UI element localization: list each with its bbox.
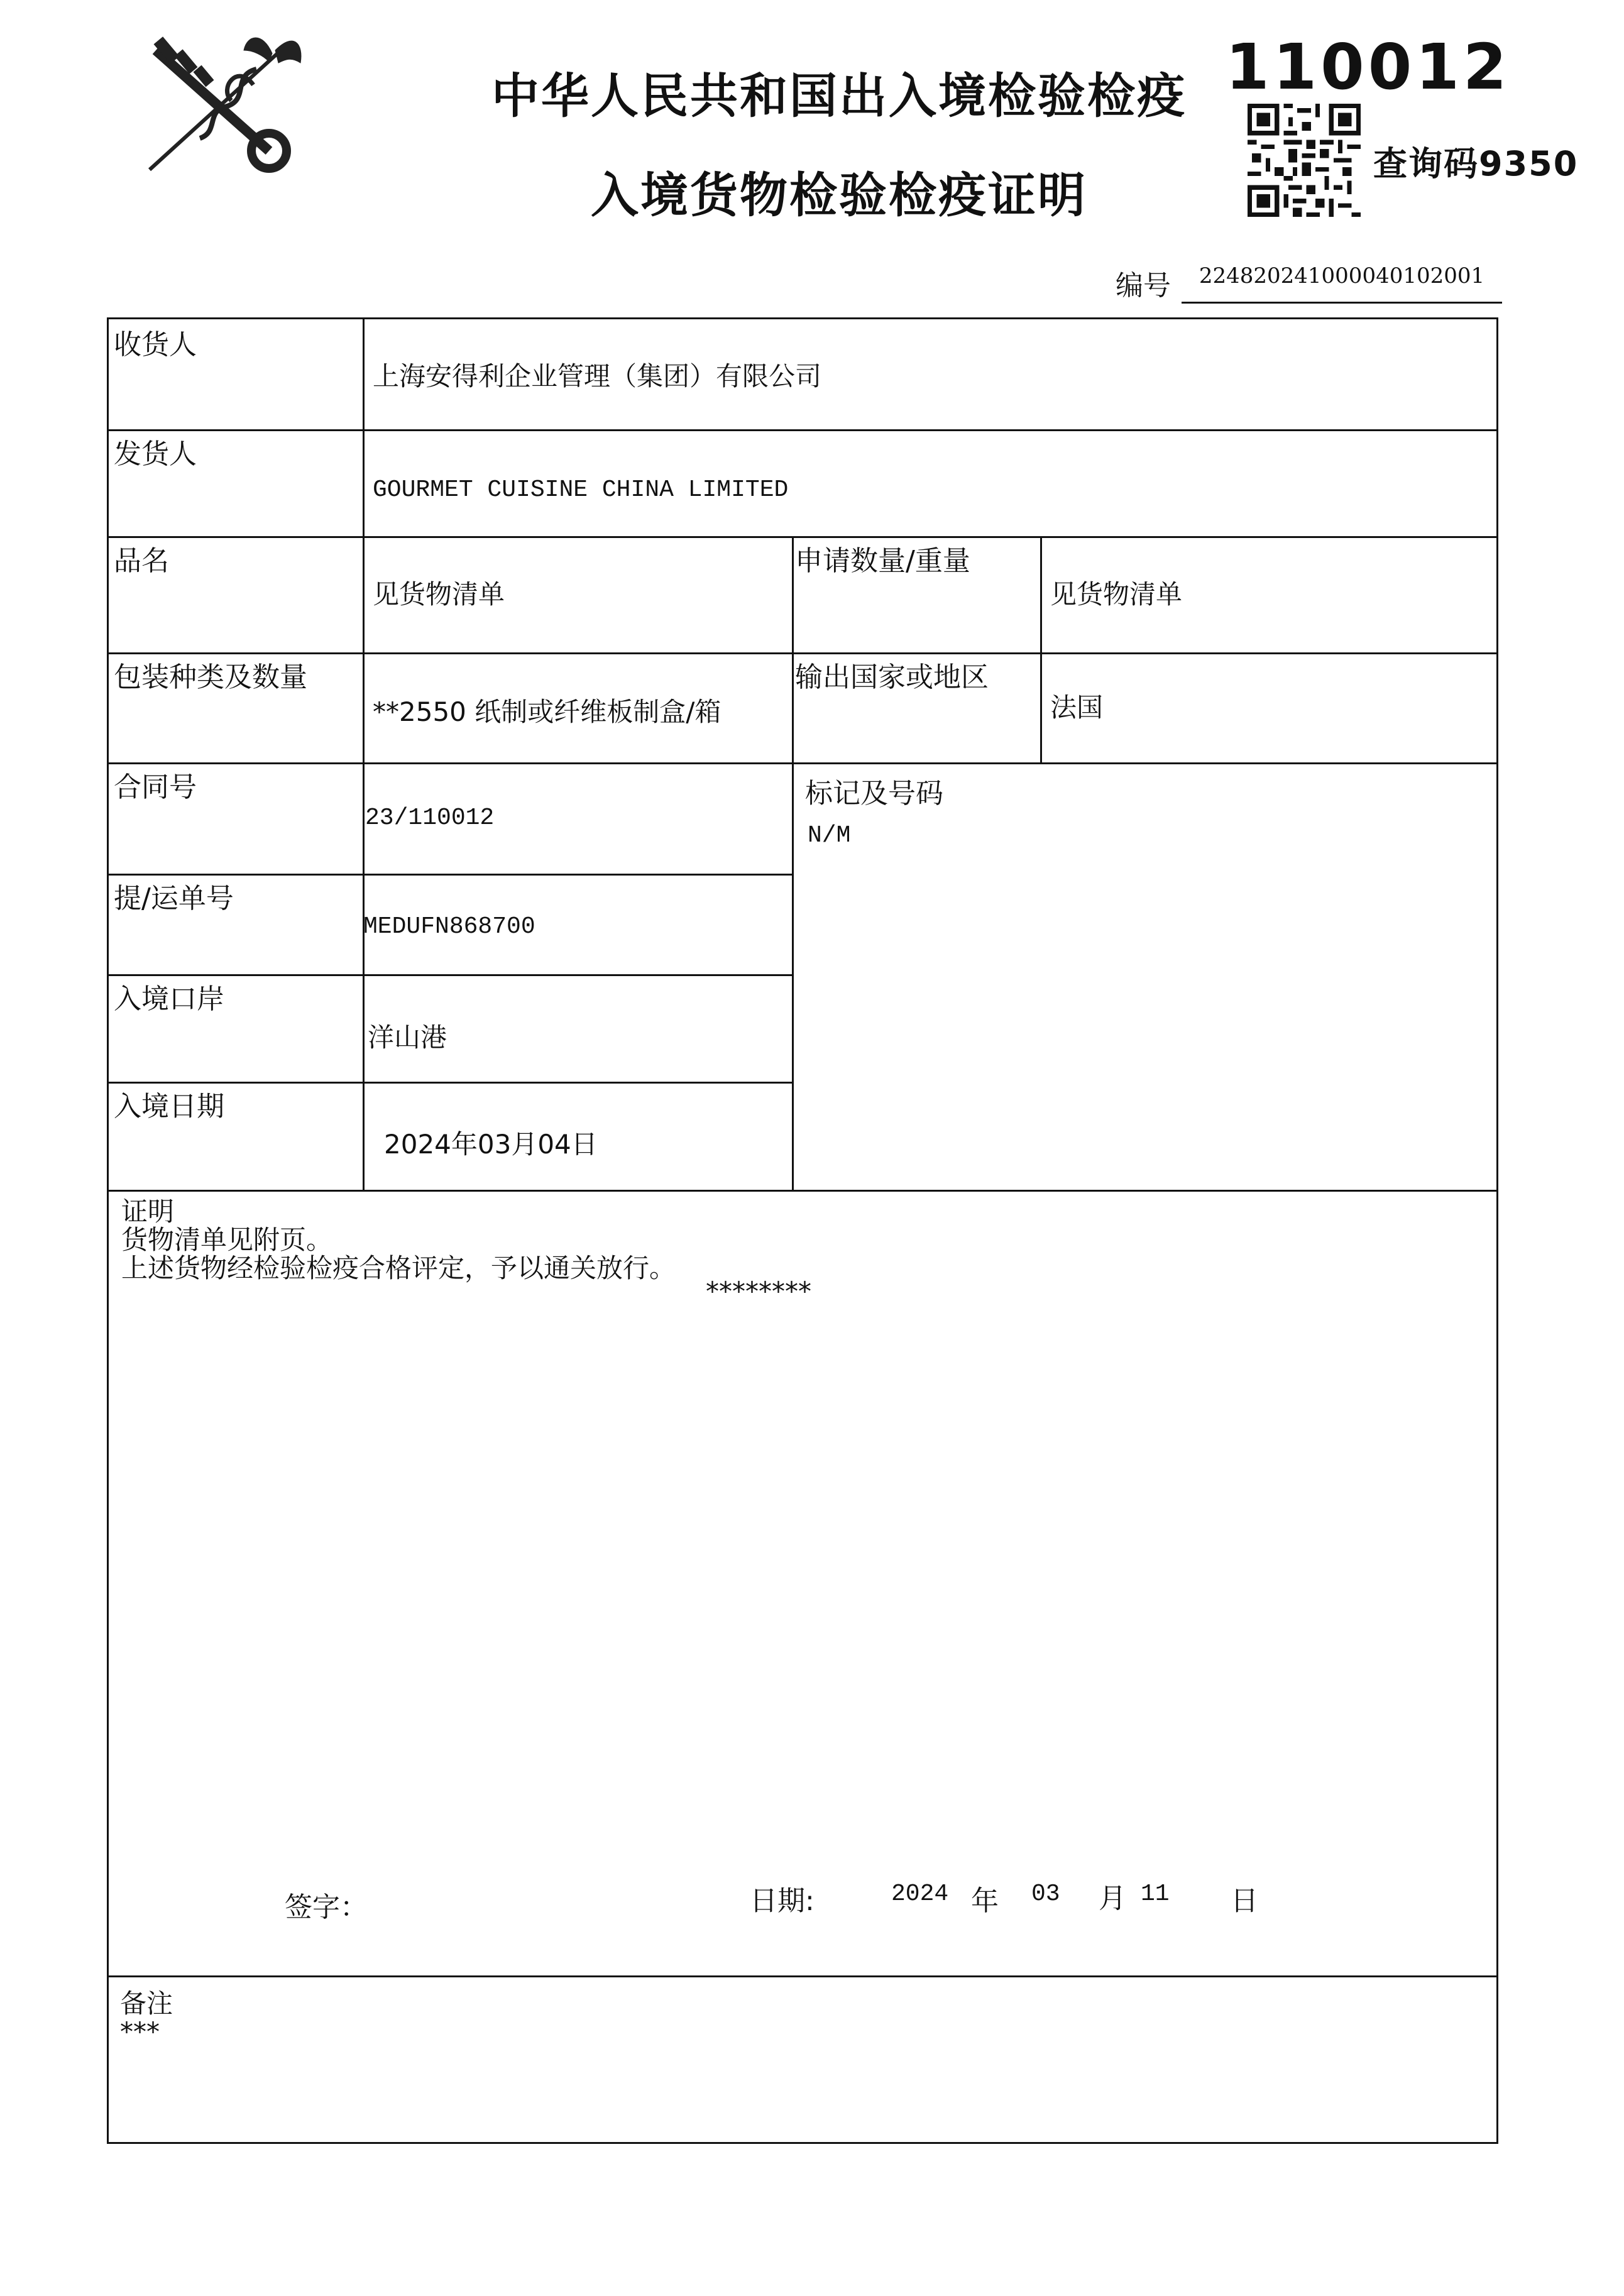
entry-port-label: 入境口岸: [114, 983, 224, 1015]
issue-date-day: 11: [1141, 1881, 1170, 1908]
consignor-label: 发货人: [114, 438, 197, 470]
remarks-label: 备注: [120, 1988, 173, 2019]
certification-label: 证明: [121, 1196, 175, 1227]
consignor-value: GOURMET CUISINE CHINA LIMITED: [373, 476, 789, 503]
inspection-emblem-logo: [143, 25, 307, 176]
issue-date-year-unit: 年: [971, 1885, 999, 1917]
origin-value: 法国: [1050, 692, 1104, 723]
document-title-line1: 中华人民共和国出入境检验检疫: [491, 68, 1187, 124]
quantity-label: 申请数量/重量: [795, 545, 970, 577]
product-label: 品名: [114, 545, 169, 577]
qr-code-icon: [1248, 104, 1361, 217]
entry-date-value: 2024年03月04日: [384, 1129, 598, 1160]
issue-date-day-unit: 日: [1231, 1885, 1258, 1917]
packaging-value: **2550 纸制或纤维板制盒/箱: [373, 696, 721, 727]
contract-value: 23/110012: [365, 805, 495, 832]
product-value: 见货物清单: [373, 579, 505, 610]
certificate-form: [107, 317, 1498, 2144]
quantity-value: 见货物清单: [1050, 579, 1183, 610]
issue-date-month-unit: 月: [1099, 1882, 1126, 1914]
query-code-label: 查询码9350: [1373, 144, 1579, 184]
remarks-value: ***: [120, 2016, 160, 2047]
issue-date-month: 03: [1031, 1881, 1060, 1908]
issue-date-year: 2024: [891, 1881, 949, 1908]
contract-label: 合同号: [114, 771, 197, 803]
origin-label: 输出国家或地区: [795, 661, 989, 693]
document-title-line2: 入境货物检验检疫证明: [591, 167, 1087, 223]
top-number: 110012: [1226, 30, 1511, 104]
consignee-label: 收货人: [114, 329, 197, 361]
entry-date-label: 入境日期: [114, 1090, 224, 1123]
serial-label: 编号: [1116, 270, 1171, 302]
bill-of-lading-label: 提/运单号: [114, 882, 234, 915]
marks-label: 标记及号码: [805, 777, 943, 810]
consignee-value: 上海安得利企业管理（集团）有限公司: [373, 361, 822, 392]
marks-value: N/M: [808, 822, 851, 849]
certification-line1: 货物清单见附页。: [121, 1224, 333, 1255]
entry-port-value: 洋山港: [368, 1022, 447, 1053]
certification-line2: 上述货物经检验检疫合格评定，予以通关放行。: [121, 1253, 676, 1283]
issue-date-label: 日期:: [750, 1885, 815, 1917]
signature-label: 签字：: [285, 1891, 368, 1923]
packaging-label: 包装种类及数量: [114, 661, 307, 693]
serial-number: 224820241000040102001: [1182, 260, 1502, 304]
certification-stars: ********: [706, 1276, 811, 1307]
bill-of-lading-value: MEDUFN868700: [363, 913, 535, 940]
